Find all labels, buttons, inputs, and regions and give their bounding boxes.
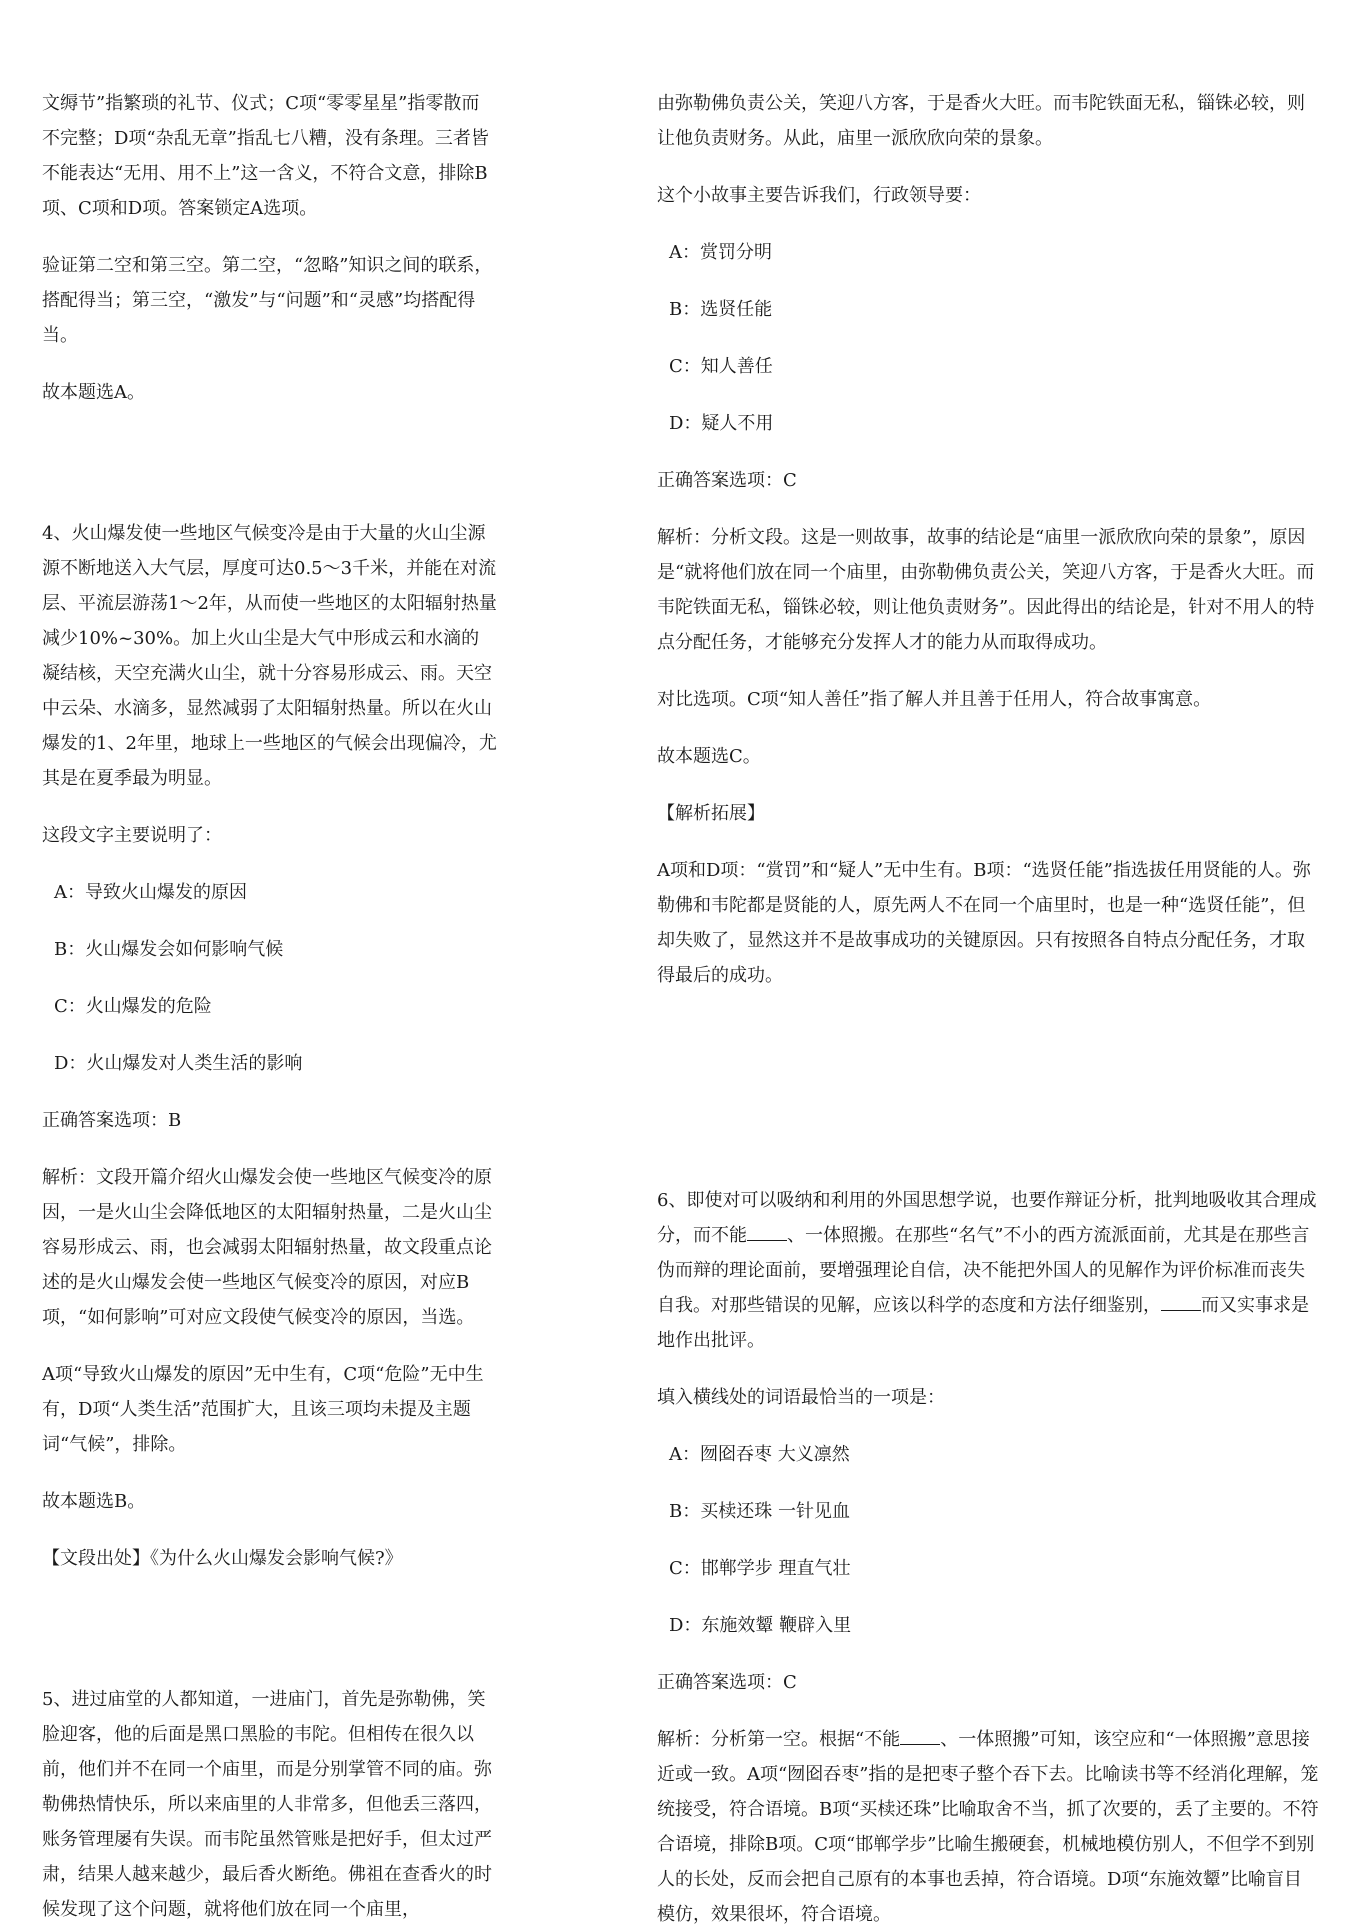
q6-stem-part-3: 而又实事求是地作出批评。	[657, 1295, 1309, 1351]
q5-stem-continued: 由弥勒佛负责公关，笑迎八方客，于是香火大旺。而韦陀铁面无私，锱铢必较，则让他负责财务。从此，庙里一派欣欣向荣的景象。	[657, 93, 1305, 149]
q6-answer: 正确答案选项：C	[657, 1672, 797, 1693]
q6-option-c: C：邯郸学步 理直气壮	[669, 1558, 851, 1579]
q4-option-a: A：导致火山爆发的原因	[54, 882, 247, 903]
q6-stem-part-1: 6、即使对可以吸纳和利用的外国思想学说，也要作辩证分析，批判地吸收其合理成分，而不能	[657, 1190, 1317, 1246]
q4-question: 这段文字主要说明了：	[42, 825, 222, 846]
q4-stem: 4、火山爆发使一些地区气候变冷是由于大量的火山尘源源不断地送入大气层，厚度可达0.5～3千米，并能在对流层、平流层游荡1～2年，从而使一些地区的太阳辐射热量减少10%~30%。加上火山尘是大气中形成云和水滴的凝结核，天空充满火山尘，就十分容易形成云、雨。天空中云朵、水滴多，显然减弱了太阳辐射热量。所以在火山爆发的1、2年里，地球上一些地区的气候会出现偏冷，尤其是在夏季最为明显。	[42, 523, 497, 789]
q5-comparison: 对比选项。C项“知人善任”指了解人并且善于任用人，符合故事寓意。	[657, 689, 1212, 710]
answer-blank-2	[1161, 1309, 1201, 1311]
q5-answer: 正确答案选项：C	[657, 470, 797, 491]
q4-conclusion: 故本题选B。	[42, 1491, 146, 1512]
q5-option-c: C：知人善任	[669, 356, 773, 377]
q5-analysis: 解析：分析文段。这是一则故事，故事的结论是“庙里一派欣欣向荣的景象”，原因是“就将他们放在同一个庙里，由弥勒佛负责公关，笑迎八方客，于是香火大旺。而韦陀铁面无私，锱铢必较，则让他负责财务”。因此得出的结论是，针对不用人的特点分配任务，才能够充分发挥人才的能力从而取得成功。	[657, 527, 1315, 653]
q5-extension-text: A项和D项：“赏罚”和“疑人”无中生有。B项：“选贤任能”指选拔任用贤能的人。弥勒佛和韦陀都是贤能的人，原先两人不在同一个庙里时，也是一种“选贤任能”，但却失败了，显然这并不是故事成功的关键原因。只有按照各自特点分配任务，才取得最后的成功。	[657, 860, 1311, 986]
q4-option-d: D：火山爆发对人类生活的影响	[54, 1053, 303, 1074]
intro-paragraph-2: 验证第二空和第三空。第二空，“忽略”知识之间的联系，搭配得当；第三空，“激发”与“问题”和“灵感”均搭配得当。	[42, 255, 493, 346]
q4-analysis: 解析：文段开篇介绍火山爆发会使一些地区气候变冷的原因，一是火山尘会降低地区的太阳辐射热量，二是火山尘容易形成云、雨，也会减弱太阳辐射热量，故文段重点论述的是火山爆发会使一些地区气候变冷的原因，对应B项，“如何影响”可对应文段使气候变冷的原因，当选。	[42, 1167, 492, 1328]
q6-question: 填入横线处的词语最恰当的一项是：	[657, 1387, 945, 1408]
right-column	[657, 86, 1319, 1932]
intro-conclusion: 故本题选A。	[42, 382, 145, 403]
q5-option-a: A：赏罚分明	[669, 242, 772, 263]
q4-option-b: B：火山爆发会如何影响气候	[54, 939, 284, 960]
q5-extension-title: 【解析拓展】	[657, 803, 765, 824]
q6-stem	[657, 1183, 1319, 1358]
q5-option-d: D：疑人不用	[669, 413, 774, 434]
q6-analysis	[657, 1722, 1319, 1932]
q5-option-b: B：选贤任能	[669, 299, 773, 320]
answer-blank-1	[747, 1239, 787, 1241]
q6-analysis-part-2: 、一体照搬”可知，该空应和“一体照搬”意思接近或一致。A项“囫囵吞枣”指的是把枣子整个吞下去。比喻读书等不经消化理解，笼统接受，符合语境。B项“买椟还珠”比喻取舍不当，抓了次要的，丢了主要的。不符合语境，排除B项。C项“邯郸学步”比喻生搬硬套，机械地模仿别人，不但学不到别人的长处，反而会把自己原有的本事也丢掉，符合语境。D项“东施效颦”比喻盲目模仿，效果很坏，符合语境。	[657, 1729, 1319, 1925]
q6-option-d: D：东施效颦 鞭辟入里	[669, 1615, 852, 1636]
q5-conclusion: 故本题选C。	[657, 746, 761, 767]
q5-stem: 5、进过庙堂的人都知道，一进庙门，首先是弥勒佛，笑脸迎客，他的后面是黑口黑脸的韦陀。但相传在很久以前，他们并不在同一个庙里，而是分别掌管不同的庙。弥勒佛热情快乐，所以来庙里的人非常多，但他丢三落四，账务管理屡有失误。而韦陀虽然管账是把好手，但太过严肃，结果人越来越少，最后香火断绝。佛祖在查香火的时候发现了这个问题，就将他们放在同一个庙里，	[42, 1689, 492, 1920]
q5-question: 这个小故事主要告诉我们，行政领导要：	[657, 185, 981, 206]
q4-exclusion: A项“导致火山爆发的原因”无中生有，C项“危险”无中生有，D项“人类生活”范围扩大，且该三项均未提及主题词“气候”，排除。	[42, 1364, 484, 1455]
analysis-blank	[900, 1743, 940, 1745]
q6-stem-part-2: 、一体照搬。在那些“名气”不小的西方流派面前，尤其是在那些言伪而辩的理论面前，要增强理论自信，决不能把外国人的见解作为评价标准而丧失自我。对那些错误的见解，应该以科学的态度和方法仔细鉴别，	[657, 1225, 1310, 1316]
intro-paragraph-1: 文缛节”指繁琐的礼节、仪式；C项“零零星星”指零散而不完整；D项“杂乱无章”指乱七八糟，没有条理。三者皆不能表达“无用、用不上”这一含义，不符合文意，排除B项、C项和D项。答案锁定A选项。	[42, 93, 489, 219]
q4-option-c: C：火山爆发的危险	[54, 996, 212, 1017]
left-column	[42, 86, 497, 1927]
q6-option-b: B：买椟还珠 一针见血	[669, 1501, 850, 1522]
q6-analysis-part-1: 解析：分析第一空。根据“不能	[657, 1729, 901, 1750]
q6-option-a: A：囫囵吞枣 大义凛然	[669, 1444, 850, 1465]
q4-source: 【文段出处】《为什么火山爆发会影响气候?》	[42, 1548, 403, 1569]
q4-answer: 正确答案选项：B	[42, 1110, 182, 1131]
